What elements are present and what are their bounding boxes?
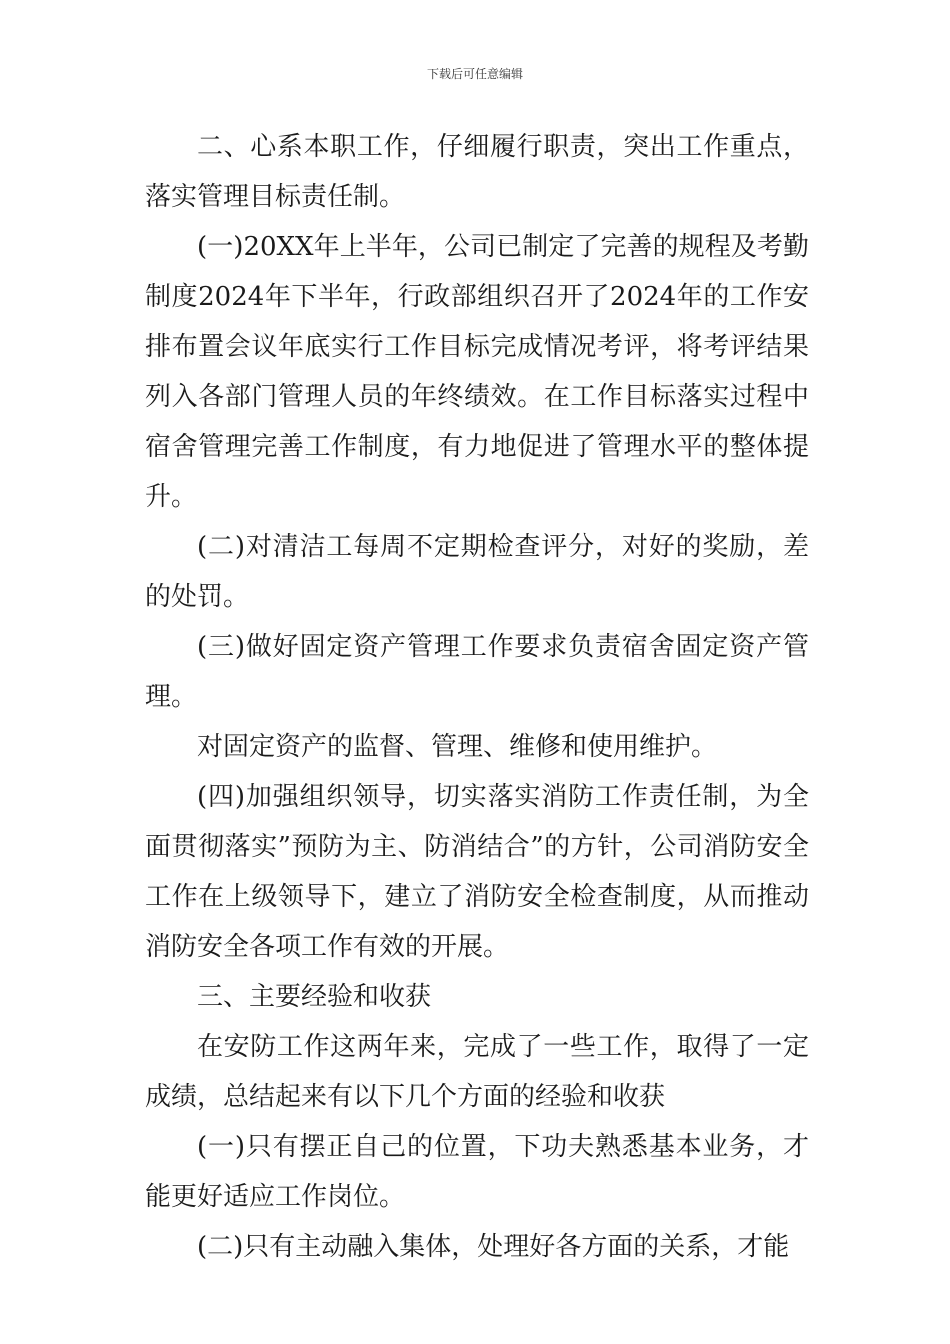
paragraph-experience-intro: 在安防工作这两年来，完成了一些工作，取得了一定成绩，总结起来有以下几个方面的经验和收获: [145, 1032, 809, 1112]
paragraph-item-four: (四)加强组织领导，切实落实消防工作责任制，为全面贯彻落实”预防为主、防消结合”的方针，公司消防安全工作在上级领导下，建立了消防安全检查制度，从而推动消防安全各项工作有效的开展。: [145, 782, 809, 962]
paragraph-experience-one: (一)只有摆正自己的位置，下功夫熟悉基本业务，才能更好适应工作岗位。: [145, 1132, 809, 1212]
paragraph-fixed-assets: 对固定资产的监督、管理、维修和使用维护。: [197, 732, 718, 762]
paragraph-section-two-heading: 二、心系本职工作，仔细履行职责，突出工作重点，落实管理目标责任制。: [145, 132, 809, 212]
paragraph-item-one: (一)20XX年上半年，公司已制定了完善的规程及考勤制度2024年下半年，行政部组织召开了2024年的工作安排布置会议年底实行工作目标完成情况考评，将考评结果列入各部门管理人员的年终绩效。在工作目标落实过程中宿舍管理完善工作制度，有力地促进了管理水平的整体提升。: [145, 232, 809, 512]
page-header: 下载后可任意编辑: [426, 67, 523, 81]
paragraph-item-two: (二)对清洁工每周不定期检查评分，对好的奖励，差的处罚。: [145, 532, 809, 612]
paragraph-section-three-heading: 三、主要经验和收获: [197, 982, 432, 1012]
paragraph-item-three: (三)做好固定资产管理工作要求负责宿舍固定资产管理。: [145, 632, 809, 712]
document-body: [145, 122, 809, 1272]
paragraph-experience-two: (二)只有主动融入集体，处理好各方面的关系，才能: [197, 1232, 790, 1262]
